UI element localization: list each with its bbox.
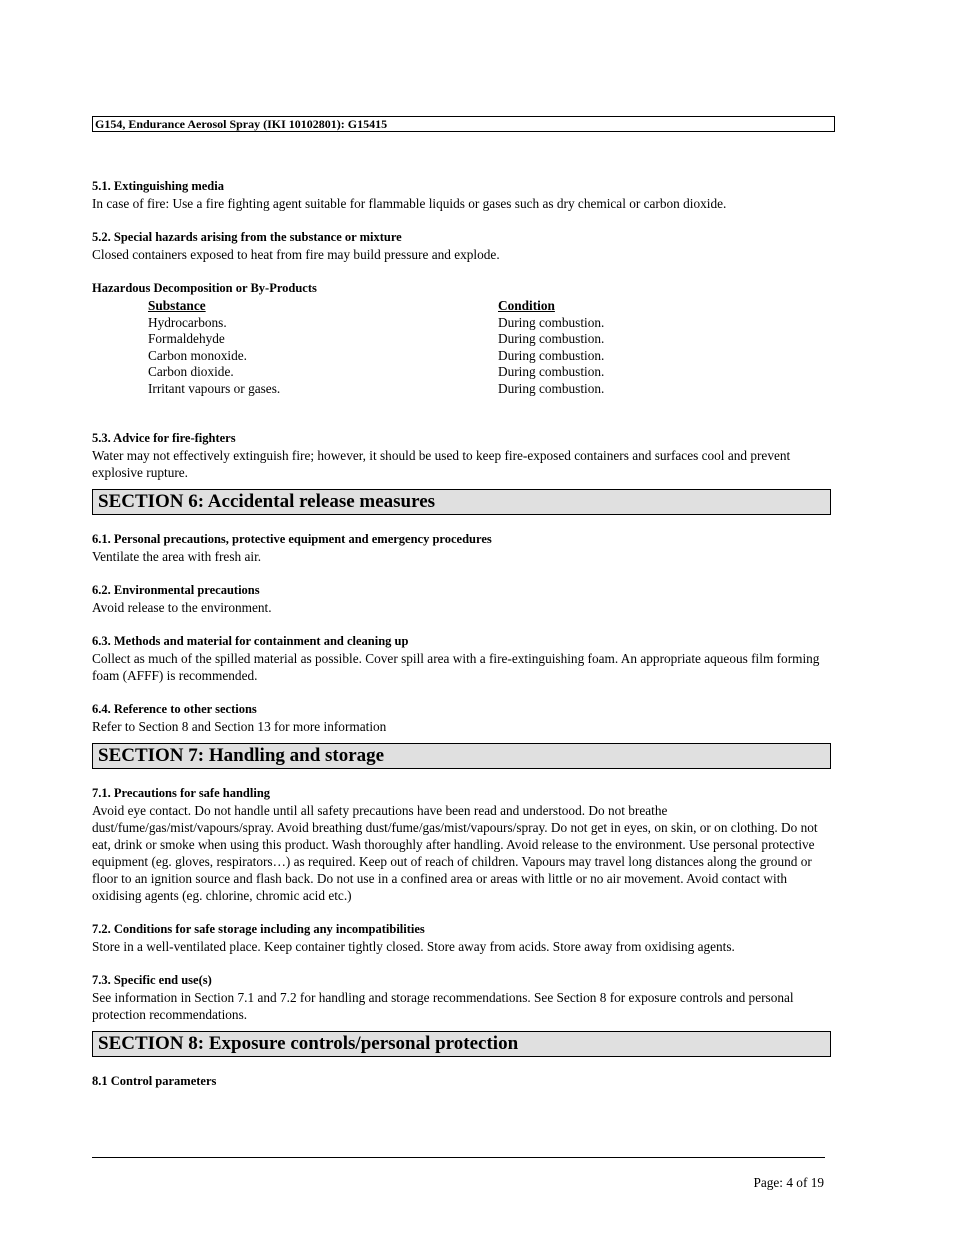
page-content [92, 178, 832, 1090]
subsection-title: 7.3. Specific end use(s) [92, 972, 212, 987]
cell-condition: During combustion. [498, 380, 605, 396]
subsection-5-3 [92, 430, 832, 481]
subsection-title: 5.3. Advice for fire-fighters [92, 430, 236, 445]
subsection-title: 5.2. Special hazards arising from the substance or mixture [92, 230, 402, 244]
subsection-5-2 [92, 229, 832, 263]
subsection-body: Closed containers exposed to heat from fire may build pressure and explode. [92, 247, 500, 262]
subsection-7-1 [92, 785, 832, 904]
subsection-5-1 [92, 178, 832, 212]
subsection-body: Store in a well-ventilated place. Keep container tightly closed. Store away from acids. Store away from oxidising agents. [92, 938, 735, 954]
cell-substance: Irritant vapours or gases. [148, 380, 281, 396]
cell-substance: Hydrocarbons. [148, 314, 227, 330]
table-row [148, 363, 708, 380]
subsection-title: Hazardous Decomposition or By-Products [92, 281, 317, 295]
subsection-title: 5.1. Extinguishing media [92, 179, 224, 193]
subsection-body: Refer to Section 8 and Section 13 for more information [92, 718, 387, 734]
table-row [148, 347, 708, 364]
section-8-heading: SECTION 8: Exposure controls/personal protection [92, 1031, 831, 1057]
column-header-substance: Substance [148, 298, 206, 313]
subsection-title: 6.1. Personal precautions, protective equipment and emergency procedures [92, 531, 492, 546]
document-header: G154, Endurance Aerosol Spray (IKI 10102801): G15415 [92, 116, 835, 132]
subsection-body: Collect as much of the spilled material as possible. Cover spill area with a fire-extinguishing foam. An appropriate aqueous film forming foam (AFFF) is recommended. [92, 650, 820, 683]
page-number: Page: 4 of 19 [753, 1175, 824, 1190]
subsection-6-4 [92, 701, 832, 735]
subsection-title: 7.2. Conditions for safe storage including any incompatibilities [92, 921, 425, 936]
subsection-title: 7.1. Precautions for safe handling [92, 785, 271, 800]
hazardous-decomposition [92, 280, 832, 397]
subsection-title: 6.2. Environmental precautions [92, 582, 260, 597]
cell-substance: Formaldehyde [148, 331, 225, 347]
section-7-heading: SECTION 7: Handling and storage [92, 743, 831, 769]
subsection-title: 6.3. Methods and material for containment and cleaning up [92, 633, 409, 648]
subsection-body: Water may not effectively extinguish fire; however, it should be used to keep fire-exposed containers and surfaces cool and prevent explosive rupture. [92, 447, 791, 480]
cell-condition: During combustion. [498, 314, 605, 330]
cell-condition: During combustion. [498, 364, 605, 380]
column-header-condition: Condition [498, 298, 555, 313]
table-row [148, 330, 708, 347]
subsection-7-3 [92, 972, 832, 1023]
table-header-row [148, 297, 708, 314]
section-6-heading: SECTION 6: Accidental release measures [92, 489, 831, 515]
subsection-6-3 [92, 633, 832, 684]
subsection-6-1 [92, 531, 832, 565]
subsection-6-2 [92, 582, 832, 616]
subsection-body: See information in Section 7.1 and 7.2 for handling and storage recommendations. See Section 8 for exposure controls and personal protection recommendations. [92, 989, 794, 1022]
table-row [148, 314, 708, 331]
cell-condition: During combustion. [498, 347, 605, 363]
table-row [148, 380, 708, 397]
cell-condition: During combustion. [498, 331, 605, 347]
footer-divider [92, 1157, 825, 1158]
subsection-title: 6.4. Reference to other sections [92, 701, 257, 716]
subsection-body: Avoid release to the environment. [92, 599, 272, 615]
subsection-8-1 [92, 1073, 832, 1090]
subsection-body: In case of fire: Use a fire fighting agent suitable for flammable liquids or gases such as dry chemical or carbon dioxide. [92, 196, 727, 211]
subsection-body: Avoid eye contact. Do not handle until all safety precautions have been read and understood. Do not breathe dust/fume/gas/mist/vapours/spray. Avoid breathing dust/fume/gas/mist/vapours/spray. Do not get in eyes, on skin, or on clothing. Do not eat, drink or smoke when using this product. Wash thoroughly after handling. Avoid release to the environment. Use personal protective equipment (eg. gloves, respirators…) as required. Keep out of reach of children. Vapours may travel long distances along the ground or floor to an ignition source and flash back. Do not use in a confined area or areas with little or no air movement. Avoid contact with oxidising agents (eg. chlorine, chromic acid etc.) [92, 802, 818, 903]
subsection-title: 8.1 Control parameters [92, 1073, 217, 1088]
hazardous-table [148, 297, 708, 397]
cell-substance: Carbon monoxide. [148, 347, 247, 363]
cell-substance: Carbon dioxide. [148, 364, 234, 380]
subsection-body: Ventilate the area with fresh air. [92, 548, 262, 564]
subsection-7-2 [92, 921, 832, 955]
